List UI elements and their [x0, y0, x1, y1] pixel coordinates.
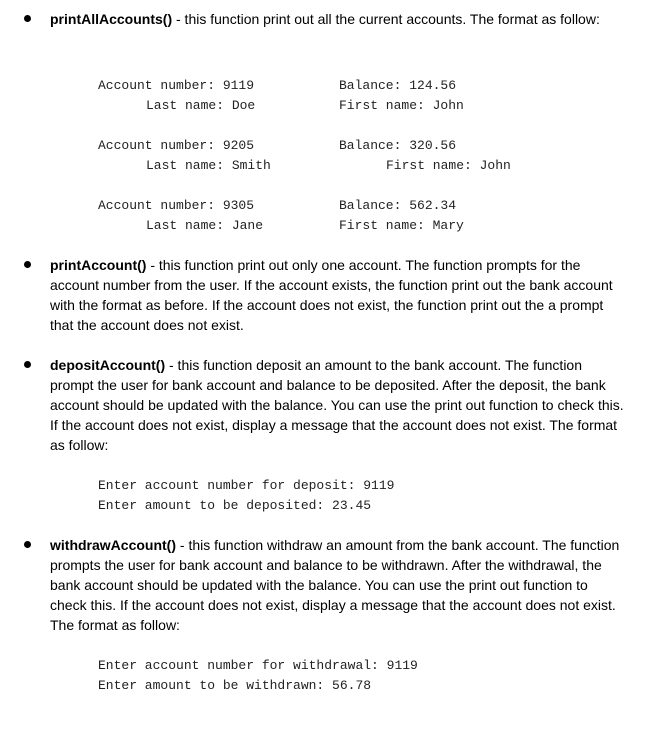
function-name: printAllAccounts()	[50, 11, 173, 27]
first-name-line: First name: Mary	[339, 218, 464, 233]
account-number-line: Account number: 9305	[98, 198, 255, 213]
function-name: withdrawAccount()	[50, 537, 176, 553]
balance-line: Balance: 320.56	[339, 138, 457, 153]
function-name: printAccount()	[50, 257, 147, 273]
bullet-text	[50, 535, 626, 635]
bullet-print-account	[26, 255, 626, 335]
withdraw-account-prompt: Enter account number for withdrawal: 9119	[98, 658, 418, 673]
bullet-withdraw-account	[26, 535, 626, 635]
first-name-line: First name: John	[339, 98, 464, 113]
account-number-line: Account number: 9205	[98, 138, 255, 153]
bullet-dot	[24, 361, 31, 368]
bullet-deposit-account	[26, 355, 626, 455]
bullet-dot	[24, 15, 31, 22]
last-name-line: Last name: Doe	[146, 98, 256, 113]
function-description: - this function deposit an amount to the bank account. The function prompt the user for bank account and balance to be deposited. After the deposit, the bank account should be updated with the balance. You can use the print out function to check this. If the account does not exist, display a message that the account does not exist. The format as follow:	[50, 357, 624, 453]
bullet-text	[50, 255, 626, 335]
deposit-account-prompt: Enter account number for deposit: 9119	[98, 478, 395, 493]
function-description: - this function withdraw an amount from the bank account. The function prompts the user for bank account and balance to be withdrawn. After the withdrawal, the bank account should be updated with the balance. You can use the print out function to check this. If the account does not exist, display a message that the account does not exist. The format as follow:	[50, 537, 620, 633]
account-number-line: Account number: 9119	[98, 78, 255, 93]
balance-line: Balance: 562.34	[339, 198, 457, 213]
bullet-dot	[24, 261, 31, 268]
bullet-text	[50, 355, 626, 455]
bullet-text	[50, 9, 626, 29]
function-name: depositAccount()	[50, 357, 166, 373]
function-description: - this function print out all the current accounts. The format as follow:	[172, 11, 600, 27]
last-name-line: Last name: Jane	[146, 218, 264, 233]
withdraw-amount-prompt: Enter amount to be withdrawn: 56.78	[98, 678, 372, 693]
first-name-line: First name: John	[386, 158, 511, 173]
bullet-dot	[24, 541, 31, 548]
balance-line: Balance: 124.56	[339, 78, 457, 93]
last-name-line: Last name: Smith	[146, 158, 271, 173]
deposit-amount-prompt: Enter amount to be deposited: 23.45	[98, 498, 372, 513]
bullet-print-all-accounts	[26, 9, 626, 29]
function-description: - this function print out only one account. The function prompts for the account number from the user. If the account exists, the function print out the bank account with the format as before. If the account does not exist, the function print out the a prompt that the account does not exist.	[50, 257, 613, 333]
